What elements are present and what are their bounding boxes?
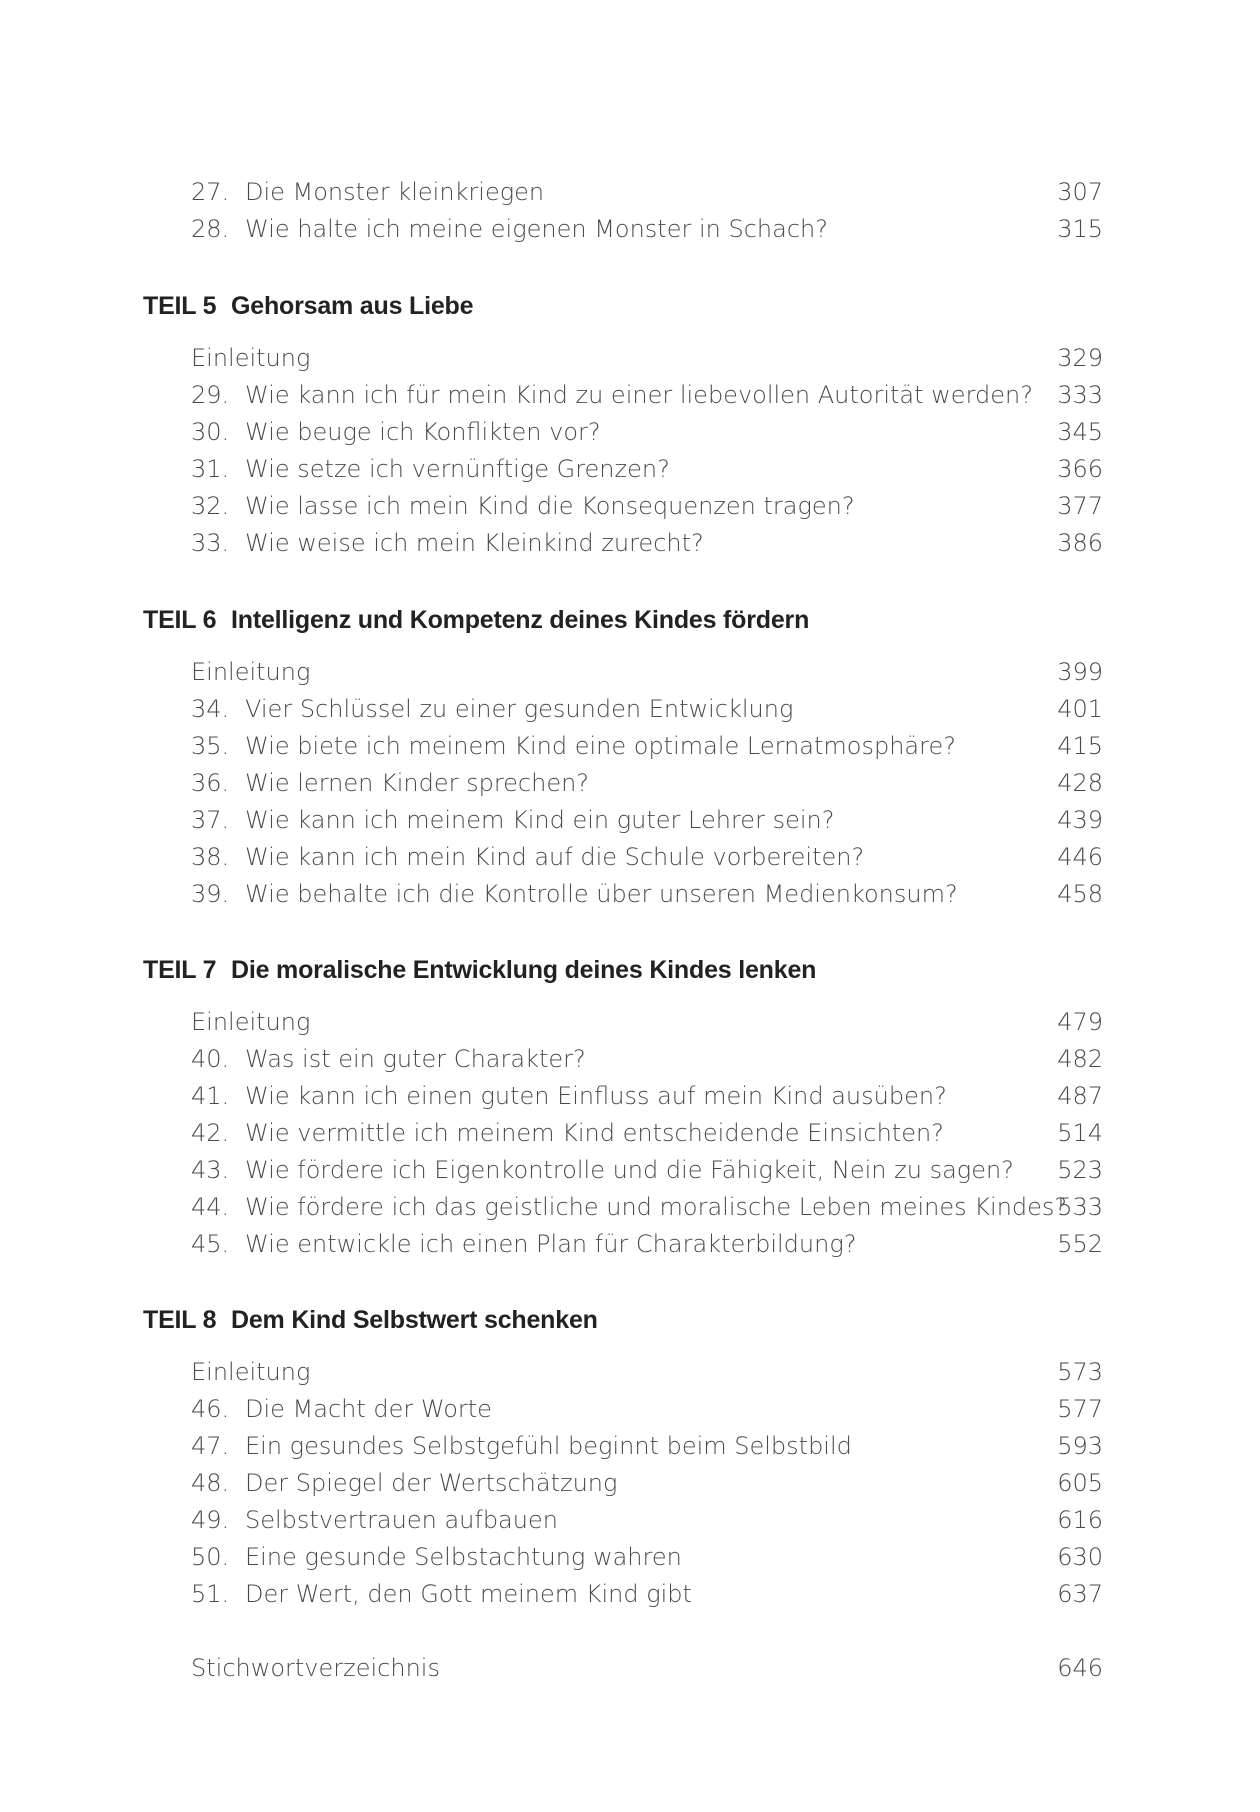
entry-number: 35. [191, 732, 230, 760]
entry-title: Der Wert, den Gott meinem Kind gibt [245, 1580, 692, 1608]
entry-page: 366 [1057, 455, 1103, 483]
entry-page: 439 [1057, 806, 1103, 834]
entry-title: Wie fördere ich das geistliche und moralische Leben meines Kindes? [245, 1193, 1068, 1221]
toc-part-5 [143, 286, 1103, 562]
entry-number: 50. [191, 1543, 230, 1571]
entry-page: 514 [1057, 1119, 1103, 1147]
intro-title: Einleitung [191, 1358, 311, 1386]
entry-title: Wie kann ich mein Kind auf die Schule vorbereiten? [245, 843, 865, 871]
toc-entry [143, 1502, 1103, 1539]
entry-number: 43. [191, 1156, 230, 1184]
entry-page: 605 [1057, 1469, 1103, 1497]
entry-page: 458 [1057, 880, 1103, 908]
part-label: TEIL 5 [143, 292, 217, 320]
entry-title: Vier Schlüssel zu einer gesunden Entwicklung [245, 695, 794, 723]
intro-title: Einleitung [191, 344, 311, 372]
toc-entry [143, 691, 1103, 728]
part-heading [143, 950, 1103, 990]
entry-number: 27. [191, 178, 230, 206]
entry-number: 30. [191, 418, 230, 446]
entry-title: Wie kann ich einen guten Einfluss auf mein Kind ausüben? [245, 1082, 947, 1110]
entry-title: Wie lasse ich mein Kind die Konsequenzen tragen? [245, 492, 855, 520]
toc-entry [143, 728, 1103, 765]
entry-page: 446 [1057, 843, 1103, 871]
toc-intro [143, 1004, 1103, 1041]
entry-page: 329 [1057, 344, 1103, 372]
entry-page: 345 [1057, 418, 1103, 446]
entry-number: 49. [191, 1506, 230, 1534]
entry-page: 533 [1057, 1193, 1103, 1221]
entry-page: 333 [1057, 381, 1103, 409]
entry-number: 45. [191, 1230, 230, 1258]
toc-entry [143, 1539, 1103, 1576]
entry-page: 482 [1057, 1045, 1103, 1073]
entry-title: Selbstvertrauen aufbauen [245, 1506, 558, 1534]
part-label: TEIL 7 [143, 956, 217, 984]
entry-title: Wie kann ich meinem Kind ein guter Lehrer sein? [245, 806, 835, 834]
entry-title: Wie weise ich mein Kleinkind zurecht? [245, 529, 704, 557]
toc-entry [143, 525, 1103, 562]
entry-title: Die Monster kleinkriegen [245, 178, 545, 206]
toc-entry [143, 1041, 1103, 1078]
toc-entry [143, 765, 1103, 802]
entry-number: 28. [191, 215, 230, 243]
toc-entry [143, 174, 1103, 211]
entry-title: Wie biete ich meinem Kind eine optimale Lernatmosphäre? [245, 732, 956, 760]
entry-title: Wie setze ich vernünftige Grenzen? [245, 455, 670, 483]
entry-title: Wie halte ich meine eigenen Monster in Schach? [245, 215, 828, 243]
entry-page: 573 [1057, 1358, 1103, 1386]
toc-intro [143, 340, 1103, 377]
toc-entry [143, 1189, 1103, 1226]
toc-entry [143, 488, 1103, 525]
entry-page: 386 [1057, 529, 1103, 557]
part-label: TEIL 6 [143, 606, 217, 634]
toc-continuation [143, 174, 1103, 248]
entry-number: 36. [191, 769, 230, 797]
toc-part-7 [143, 950, 1103, 1263]
entry-number: 48. [191, 1469, 230, 1497]
toc-entry [143, 1226, 1103, 1263]
toc-entry [143, 1391, 1103, 1428]
entry-title: Wie beuge ich Konflikten vor? [245, 418, 601, 446]
toc-entry [143, 1115, 1103, 1152]
entry-number: 46. [191, 1395, 230, 1423]
entry-title: Wie vermittle ich meinem Kind entscheidende Einsichten? [245, 1119, 944, 1147]
toc-entry [143, 839, 1103, 876]
entry-page: 577 [1057, 1395, 1103, 1423]
entry-page: 428 [1057, 769, 1103, 797]
toc-index-entry [143, 1650, 1103, 1687]
entry-page: 593 [1057, 1432, 1103, 1460]
entry-page: 307 [1057, 178, 1103, 206]
toc-index [143, 1650, 1103, 1687]
entry-title: Der Spiegel der Wertschätzung [245, 1469, 618, 1497]
toc-entry [143, 211, 1103, 248]
entry-page: 377 [1057, 492, 1103, 520]
entry-number: 44. [191, 1193, 230, 1221]
part-heading [143, 1300, 1103, 1340]
entry-number: 39. [191, 880, 230, 908]
entry-title: Wie lernen Kinder sprechen? [245, 769, 590, 797]
entry-number: 29. [191, 381, 230, 409]
toc-entry [143, 1152, 1103, 1189]
entry-number: 37. [191, 806, 230, 834]
entry-number: 34. [191, 695, 230, 723]
toc-entry [143, 1428, 1103, 1465]
part-label: TEIL 8 [143, 1306, 217, 1334]
toc-entry [143, 876, 1103, 913]
toc-intro [143, 654, 1103, 691]
index-title: Stichwortverzeichnis [191, 1654, 440, 1682]
entry-number: 33. [191, 529, 230, 557]
entry-number: 40. [191, 1045, 230, 1073]
entry-number: 31. [191, 455, 230, 483]
toc-entry [143, 1465, 1103, 1502]
toc-entry [143, 1576, 1103, 1613]
entry-title: Wie behalte ich die Kontrolle über unseren Medienkonsum? [245, 880, 958, 908]
entry-number: 51. [191, 1580, 230, 1608]
intro-title: Einleitung [191, 1008, 311, 1036]
entry-page: 399 [1057, 658, 1103, 686]
entry-page: 552 [1057, 1230, 1103, 1258]
toc-entry [143, 414, 1103, 451]
part-title: Intelligenz und Kompetenz deines Kindes fördern [231, 606, 810, 634]
entry-title: Eine gesunde Selbstachtung wahren [245, 1543, 682, 1571]
part-title: Gehorsam aus Liebe [231, 292, 474, 320]
entry-number: 42. [191, 1119, 230, 1147]
entry-number: 41. [191, 1082, 230, 1110]
entry-number: 32. [191, 492, 230, 520]
entry-title: Wie kann ich für mein Kind zu einer liebevollen Autorität werden? [245, 381, 1033, 409]
entry-page: 630 [1057, 1543, 1103, 1571]
entry-page: 637 [1057, 1580, 1103, 1608]
entry-title: Was ist ein guter Charakter? [245, 1045, 586, 1073]
toc-entry [143, 1078, 1103, 1115]
entry-page: 415 [1057, 732, 1103, 760]
entry-title: Wie entwickle ich einen Plan für Charakterbildung? [245, 1230, 857, 1258]
entry-title: Ein gesundes Selbstgefühl beginnt beim Selbstbild [245, 1432, 852, 1460]
toc-entry [143, 802, 1103, 839]
entry-page: 646 [1057, 1654, 1103, 1682]
entry-title: Die Macht der Worte [245, 1395, 492, 1423]
intro-title: Einleitung [191, 658, 311, 686]
part-title: Dem Kind Selbstwert schenken [231, 1306, 598, 1334]
toc-part-6 [143, 600, 1103, 913]
toc-intro [143, 1354, 1103, 1391]
entry-page: 487 [1057, 1082, 1103, 1110]
toc-part-8 [143, 1300, 1103, 1613]
entry-page: 479 [1057, 1008, 1103, 1036]
entry-number: 47. [191, 1432, 230, 1460]
entry-page: 616 [1057, 1506, 1103, 1534]
entry-number: 38. [191, 843, 230, 871]
entry-title: Wie fördere ich Eigenkontrolle und die Fähigkeit, Nein zu sagen? [245, 1156, 1014, 1184]
entry-page: 401 [1057, 695, 1103, 723]
part-heading [143, 600, 1103, 640]
toc-entry [143, 451, 1103, 488]
part-heading [143, 286, 1103, 326]
entry-page: 523 [1057, 1156, 1103, 1184]
part-title: Die moralische Entwicklung deines Kindes lenken [231, 956, 817, 984]
toc-entry [143, 377, 1103, 414]
entry-page: 315 [1057, 215, 1103, 243]
